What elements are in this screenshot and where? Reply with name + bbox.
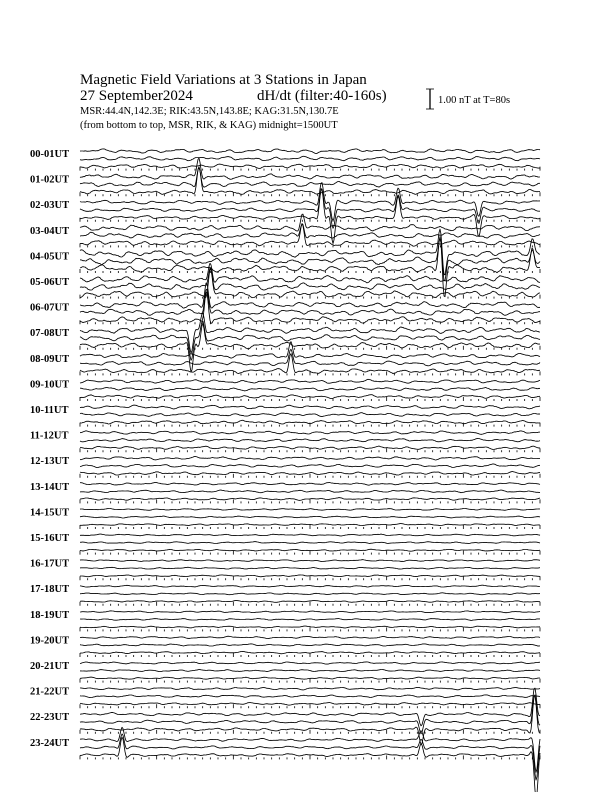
trace-msr xyxy=(80,695,540,745)
hour-row xyxy=(30,149,540,171)
chart-title: Magnetic Field Variations at 3 Stations in Japan xyxy=(80,72,367,88)
chart-date: 27 September2024 xyxy=(80,88,193,104)
trace-kag xyxy=(80,431,540,435)
scale-bar xyxy=(426,89,510,109)
trace-rik xyxy=(80,695,540,698)
hour-label: 23-24UT xyxy=(30,737,70,749)
hour-label: 07-08UT xyxy=(30,328,70,340)
trace-kag xyxy=(80,509,540,511)
hour-label: 19-20UT xyxy=(30,635,70,647)
trace-kag xyxy=(80,482,540,485)
trace-kag xyxy=(80,149,540,154)
hour-label: 15-16UT xyxy=(30,533,70,544)
trace-kag xyxy=(80,457,540,461)
trace-msr xyxy=(80,354,540,374)
hour-label: 20-21UT xyxy=(30,661,70,672)
hour-label: 03-04UT xyxy=(30,225,70,237)
trace-kag xyxy=(80,263,540,283)
trace-rik xyxy=(80,464,540,468)
hour-label: 11-12UT xyxy=(30,430,69,442)
trace-rik xyxy=(80,438,540,441)
hour-label: 08-09UT xyxy=(30,353,70,365)
trace-rik xyxy=(80,349,540,366)
hour-row xyxy=(30,661,540,683)
trace-kag xyxy=(80,379,540,383)
hour-row xyxy=(30,635,540,657)
hour-label: 17-18UT xyxy=(30,584,70,596)
trace-kag xyxy=(80,611,540,613)
hour-label: 00-01UT xyxy=(30,149,70,160)
hour-label: 18-19UT xyxy=(30,609,70,621)
trace-rik xyxy=(80,593,540,595)
hour-label: 05-06UT xyxy=(30,277,70,288)
trace-rik xyxy=(80,516,540,518)
trace-rik xyxy=(80,224,540,238)
trace-msr xyxy=(80,737,540,792)
hour-row xyxy=(30,431,540,453)
hour-row xyxy=(30,533,540,555)
hour-row xyxy=(30,283,540,324)
trace-kag xyxy=(80,727,540,772)
trace-rik xyxy=(80,644,540,646)
hour-label: 16-17UT xyxy=(30,558,70,570)
hour-label: 21-22UT xyxy=(30,686,70,698)
trace-rik xyxy=(80,567,540,569)
trace-msr xyxy=(80,167,540,195)
station-coordinates: MSR:44.4N,142.3E; RIK:43.5N,143.8E; KAG:31.5N,130.7E xyxy=(80,106,339,117)
hour-row xyxy=(30,456,540,478)
hour-label: 10-11UT xyxy=(30,405,69,416)
hour-row xyxy=(30,584,540,606)
hour-rows xyxy=(30,149,540,792)
trace-rik xyxy=(80,387,540,391)
hour-label: 04-05UT xyxy=(30,251,70,263)
hour-label: 02-03UT xyxy=(30,200,70,212)
trace-kag xyxy=(80,405,540,409)
trace-rik xyxy=(80,289,540,315)
trace-kag xyxy=(80,662,540,664)
trace-rik xyxy=(80,156,540,161)
hour-row xyxy=(30,158,540,196)
hour-label: 06-07UT xyxy=(30,302,70,314)
trace-kag xyxy=(80,585,540,587)
hour-row xyxy=(30,559,540,581)
hour-label: 12-13UT xyxy=(30,456,70,468)
hour-row xyxy=(30,610,540,632)
hour-label: 14-15UT xyxy=(30,507,70,519)
hour-row xyxy=(30,687,540,709)
hour-row xyxy=(30,482,540,504)
trace-rik xyxy=(80,618,540,620)
trace-rik xyxy=(80,542,540,544)
hour-row xyxy=(30,229,540,297)
hour-row xyxy=(30,727,540,792)
station-order-note: (from bottom to top, MSR, RIK, & KAG) midnight=1500UT xyxy=(80,120,338,131)
trace-rik xyxy=(80,490,540,493)
trace-kag xyxy=(80,560,540,562)
trace-rik xyxy=(80,413,540,417)
trace-kag xyxy=(80,636,540,638)
scale-bar-label: 1.00 nT at T=80s xyxy=(438,95,511,106)
hour-row xyxy=(30,405,540,427)
hour-row xyxy=(30,379,540,401)
hour-label: 09-10UT xyxy=(30,379,70,391)
trace-rik xyxy=(80,670,540,672)
hour-row xyxy=(30,507,540,529)
trace-kag xyxy=(80,687,540,690)
trace-kag xyxy=(80,183,540,221)
trace-kag xyxy=(80,534,540,536)
hour-label: 22-23UT xyxy=(30,712,70,724)
chart-quantity: dH/dt (filter:40-160s) xyxy=(257,88,387,104)
hour-label: 13-14UT xyxy=(30,481,70,493)
trace-msr xyxy=(80,189,540,244)
hour-label: 01-02UT xyxy=(30,174,70,186)
